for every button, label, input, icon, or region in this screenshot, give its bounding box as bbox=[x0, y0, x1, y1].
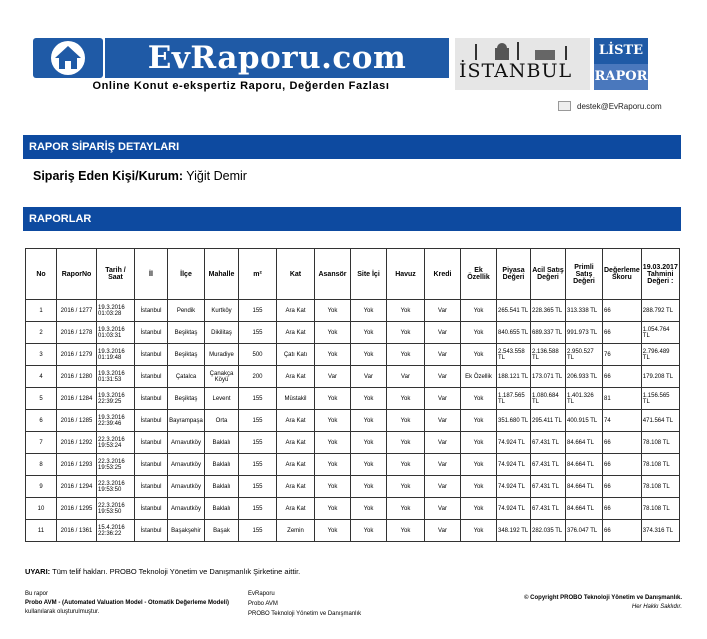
table-cell: 991.973 TL bbox=[566, 322, 603, 344]
table-cell: Başakşehir bbox=[168, 520, 205, 542]
table-cell: 500 bbox=[239, 344, 277, 366]
table-cell: 11 bbox=[26, 520, 57, 542]
table-cell: Ara Kat bbox=[277, 322, 315, 344]
liste-rapor-logo bbox=[594, 38, 648, 90]
table-cell: Yok bbox=[351, 388, 387, 410]
footer-mid-line1: EvRaporu bbox=[248, 591, 275, 597]
column-header: Ek Özellik bbox=[461, 249, 497, 300]
table-row bbox=[26, 520, 680, 542]
table-cell: İstanbul bbox=[135, 388, 168, 410]
table-cell: Var bbox=[425, 300, 461, 322]
table-cell: 67.431 TL bbox=[531, 432, 566, 454]
table-cell: Yok bbox=[387, 388, 425, 410]
footer-middle bbox=[248, 589, 361, 619]
footer-mid-line2: Probo AVM bbox=[248, 601, 278, 607]
envelope-icon bbox=[558, 101, 571, 111]
table-row bbox=[26, 476, 680, 498]
table-cell: 19.3.2016 22:39:25 bbox=[97, 388, 135, 410]
table-cell: Yok bbox=[461, 410, 497, 432]
order-details-header: RAPOR SİPARİŞ DETAYLARI bbox=[23, 135, 681, 159]
table-cell: 22.3.2016 19:53:24 bbox=[97, 432, 135, 454]
table-cell: Pendik bbox=[168, 300, 205, 322]
table-cell: 1.401.326 TL bbox=[566, 388, 603, 410]
table-cell: 2 bbox=[26, 322, 57, 344]
table-cell: Yok bbox=[461, 476, 497, 498]
brand-name: EvRaporu.com bbox=[105, 38, 449, 78]
table-cell: Yok bbox=[315, 388, 351, 410]
table-cell: 19.3.2016 01:03:31 bbox=[97, 322, 135, 344]
orderer-label: Sipariş Eden Kişi/Kurum: bbox=[33, 169, 184, 183]
table-cell: 2016 / 1285 bbox=[57, 410, 97, 432]
table-cell: Arnavutköy bbox=[168, 432, 205, 454]
orderer-line bbox=[33, 169, 247, 183]
column-header: Primli Satış Değeri bbox=[566, 249, 603, 300]
table-cell: Yok bbox=[387, 476, 425, 498]
table-cell: İstanbul bbox=[135, 432, 168, 454]
table-cell: Var bbox=[425, 366, 461, 388]
footer-right-line1: © Copyright PROBO Teknoloji Yönetim ve Danışmanlık. bbox=[524, 595, 682, 601]
table-cell: 2016 / 1293 bbox=[57, 454, 97, 476]
table-cell: 19.3.2016 22:39:46 bbox=[97, 410, 135, 432]
table-cell: Yok bbox=[351, 432, 387, 454]
table-cell: 228.365 TL bbox=[531, 300, 566, 322]
table-cell: Yok bbox=[315, 476, 351, 498]
column-header: 19.03.2017 Tahmini Değeri : bbox=[641, 249, 679, 300]
table-cell: 74.924 TL bbox=[497, 476, 531, 498]
column-header: Piyasa Değeri bbox=[497, 249, 531, 300]
table-cell: Çatalca bbox=[168, 366, 205, 388]
table-cell: İstanbul bbox=[135, 454, 168, 476]
table-cell: Yok bbox=[351, 322, 387, 344]
table-cell: Ara Kat bbox=[277, 300, 315, 322]
table-cell: Çanakça Köyü bbox=[205, 366, 239, 388]
table-cell: Var bbox=[425, 344, 461, 366]
table-cell: Bayrampaşa bbox=[168, 410, 205, 432]
table-cell: Yok bbox=[461, 454, 497, 476]
table-cell: 2016 / 1361 bbox=[57, 520, 97, 542]
table-cell: Yok bbox=[461, 300, 497, 322]
column-header: Değerleme Skoru bbox=[603, 249, 642, 300]
column-header: Tarih / Saat bbox=[97, 249, 135, 300]
column-header: Kat bbox=[277, 249, 315, 300]
table-cell: Var bbox=[425, 410, 461, 432]
table-cell: İstanbul bbox=[135, 476, 168, 498]
table-cell: 179.208 TL bbox=[641, 366, 679, 388]
table-cell: 74 bbox=[603, 410, 642, 432]
table-cell: Yok bbox=[387, 432, 425, 454]
table-cell: 3 bbox=[26, 344, 57, 366]
column-header: İlçe bbox=[168, 249, 205, 300]
table-cell: 9 bbox=[26, 476, 57, 498]
table-cell: 2.796.489 TL bbox=[641, 344, 679, 366]
table-cell: 66 bbox=[603, 366, 642, 388]
evraporu-logo bbox=[33, 38, 449, 94]
istanbul-text: İSTANBUL bbox=[459, 60, 573, 82]
table-cell: 2.950.527 TL bbox=[566, 344, 603, 366]
brand-tagline: Online Konut e-ekspertiz Raporu, Değerden Fazlası bbox=[92, 80, 390, 92]
table-cell: 2016 / 1284 bbox=[57, 388, 97, 410]
footer-mid-line3: PROBO Teknoloji Yönetim ve Danışmanlık bbox=[248, 611, 362, 617]
table-cell: 66 bbox=[603, 322, 642, 344]
table-cell: 19.3.2016 01:03:28 bbox=[97, 300, 135, 322]
table-cell: Ara Kat bbox=[277, 410, 315, 432]
table-cell: Var bbox=[387, 366, 425, 388]
table-cell: Ara Kat bbox=[277, 432, 315, 454]
table-cell: 78.108 TL bbox=[641, 432, 679, 454]
table-cell: Var bbox=[425, 454, 461, 476]
table-row bbox=[26, 322, 680, 344]
footer-left-line1: Bu rapor bbox=[25, 591, 49, 597]
table-cell: Yok bbox=[461, 520, 497, 542]
table-cell: 265.541 TL bbox=[497, 300, 531, 322]
table-cell: Baklalı bbox=[205, 476, 239, 498]
warning-text: Tüm telif hakları. PROBO Teknoloji Yönetim ve Danışmanlık Şirketine aittir. bbox=[52, 567, 301, 576]
table-cell: 10 bbox=[26, 498, 57, 520]
table-cell: Yok bbox=[387, 498, 425, 520]
table-cell: Beşiktaş bbox=[168, 344, 205, 366]
table-cell: 5 bbox=[26, 388, 57, 410]
email-text: destek@EvRaporu.com bbox=[577, 101, 662, 111]
table-cell: Yok bbox=[351, 520, 387, 542]
footer-left-line3: kullanılarak oluşturulmuştur. bbox=[25, 609, 100, 615]
table-cell: Yok bbox=[315, 498, 351, 520]
table-cell: 2016 / 1279 bbox=[57, 344, 97, 366]
table-cell: İstanbul bbox=[135, 366, 168, 388]
table-cell: Yok bbox=[387, 454, 425, 476]
table-cell: Var bbox=[425, 388, 461, 410]
table-cell: Yok bbox=[351, 498, 387, 520]
table-cell: 84.664 TL bbox=[566, 498, 603, 520]
table-cell: Levent bbox=[205, 388, 239, 410]
table-cell: 67.431 TL bbox=[531, 498, 566, 520]
table-cell: Yok bbox=[461, 344, 497, 366]
column-header: Site İçi bbox=[351, 249, 387, 300]
table-cell: 2016 / 1278 bbox=[57, 322, 97, 344]
table-cell: Baklalı bbox=[205, 498, 239, 520]
table-cell: Ek Özellik bbox=[461, 366, 497, 388]
table-cell: 2016 / 1277 bbox=[57, 300, 97, 322]
table-cell: Yok bbox=[351, 344, 387, 366]
table-cell: Var bbox=[425, 476, 461, 498]
table-cell: 1.054.764 TL bbox=[641, 322, 679, 344]
table-cell: 1 bbox=[26, 300, 57, 322]
column-header: RaporNo bbox=[57, 249, 97, 300]
orderer-value: Yiğit Demir bbox=[186, 169, 247, 183]
table-cell: 188.121 TL bbox=[497, 366, 531, 388]
table-cell: Yok bbox=[351, 300, 387, 322]
table-cell: 155 bbox=[239, 300, 277, 322]
table-cell: 282.035 TL bbox=[531, 520, 566, 542]
table-cell: 374.316 TL bbox=[641, 520, 679, 542]
table-cell: İstanbul bbox=[135, 410, 168, 432]
table-cell: 84.664 TL bbox=[566, 476, 603, 498]
table-cell: Yok bbox=[351, 476, 387, 498]
table-cell: Yok bbox=[315, 432, 351, 454]
table-cell: Çatı Katı bbox=[277, 344, 315, 366]
table-cell: Zemin bbox=[277, 520, 315, 542]
table-cell: 19.3.2016 01:19:48 bbox=[97, 344, 135, 366]
table-cell: 288.792 TL bbox=[641, 300, 679, 322]
table-cell: 2.136.588 TL bbox=[531, 344, 566, 366]
table-cell: 74.924 TL bbox=[497, 454, 531, 476]
table-row bbox=[26, 410, 680, 432]
table-cell: 22.3.2016 19:53:50 bbox=[97, 476, 135, 498]
table-cell: 155 bbox=[239, 454, 277, 476]
table-cell: 67.431 TL bbox=[531, 476, 566, 498]
table-cell: Var bbox=[351, 366, 387, 388]
table-cell: 376.047 TL bbox=[566, 520, 603, 542]
table-cell: Yok bbox=[461, 432, 497, 454]
copyright-warning bbox=[25, 567, 300, 576]
rapor-label: RAPOR bbox=[594, 64, 648, 90]
table-cell: 348.192 TL bbox=[497, 520, 531, 542]
table-cell: Başak bbox=[205, 520, 239, 542]
table-cell: Yok bbox=[387, 410, 425, 432]
liste-label: LİSTE bbox=[594, 38, 648, 64]
table-cell: İstanbul bbox=[135, 520, 168, 542]
table-cell: Ara Kat bbox=[277, 498, 315, 520]
table-cell: 840.655 TL bbox=[497, 322, 531, 344]
table-cell: 66 bbox=[603, 520, 642, 542]
table-cell: 7 bbox=[26, 432, 57, 454]
table-cell: 22.3.2016 19:53:50 bbox=[97, 498, 135, 520]
table-cell: 689.337 TL bbox=[531, 322, 566, 344]
table-cell: Yok bbox=[315, 300, 351, 322]
contact-email[interactable] bbox=[558, 101, 662, 111]
footer-right-line2: Her Hakkı Saklıdır. bbox=[631, 604, 682, 610]
table-cell: 313.338 TL bbox=[566, 300, 603, 322]
table-cell: 155 bbox=[239, 476, 277, 498]
table-cell: 78.108 TL bbox=[641, 498, 679, 520]
table-cell: 66 bbox=[603, 498, 642, 520]
table-cell: Ara Kat bbox=[277, 366, 315, 388]
table-cell: 1.187.565 TL bbox=[497, 388, 531, 410]
footer-right bbox=[524, 594, 682, 612]
table-cell: Var bbox=[315, 366, 351, 388]
table-cell: Yok bbox=[387, 344, 425, 366]
table-cell: Baklalı bbox=[205, 454, 239, 476]
table-cell: Yok bbox=[387, 520, 425, 542]
table-cell: Dikilitaş bbox=[205, 322, 239, 344]
table-cell: İstanbul bbox=[135, 322, 168, 344]
table-cell: Arnavutköy bbox=[168, 454, 205, 476]
table-cell: Arnavutköy bbox=[168, 498, 205, 520]
table-cell: 2016 / 1280 bbox=[57, 366, 97, 388]
table-cell: Var bbox=[425, 322, 461, 344]
table-cell: 74.924 TL bbox=[497, 432, 531, 454]
table-cell: 471.564 TL bbox=[641, 410, 679, 432]
column-header: Mahalle bbox=[205, 249, 239, 300]
table-cell: Ara Kat bbox=[277, 476, 315, 498]
table-cell: 173.071 TL bbox=[531, 366, 566, 388]
table-cell: Var bbox=[425, 432, 461, 454]
table-cell: 155 bbox=[239, 388, 277, 410]
column-header: Acil Satış Değeri bbox=[531, 249, 566, 300]
table-cell: 66 bbox=[603, 454, 642, 476]
column-header: Havuz bbox=[387, 249, 425, 300]
table-cell: 400.915 TL bbox=[566, 410, 603, 432]
table-cell: 81 bbox=[603, 388, 642, 410]
table-cell: 1.080.684 TL bbox=[531, 388, 566, 410]
table-cell: 84.664 TL bbox=[566, 454, 603, 476]
column-header: No bbox=[26, 249, 57, 300]
table-cell: 6 bbox=[26, 410, 57, 432]
table-row bbox=[26, 344, 680, 366]
table-cell: Müstakil bbox=[277, 388, 315, 410]
table-cell: 66 bbox=[603, 476, 642, 498]
table-cell: 15.4.2016 22:36:22 bbox=[97, 520, 135, 542]
column-header: İl bbox=[135, 249, 168, 300]
table-cell: Var bbox=[425, 498, 461, 520]
table-cell: 155 bbox=[239, 498, 277, 520]
table-cell: Kurtköy bbox=[205, 300, 239, 322]
table-cell: 200 bbox=[239, 366, 277, 388]
table-cell: 66 bbox=[603, 432, 642, 454]
table-row bbox=[26, 498, 680, 520]
table-cell: İstanbul bbox=[135, 344, 168, 366]
table-cell: Orta bbox=[205, 410, 239, 432]
table-row bbox=[26, 388, 680, 410]
table-cell: 155 bbox=[239, 520, 277, 542]
table-cell: 74.924 TL bbox=[497, 498, 531, 520]
table-cell: 8 bbox=[26, 454, 57, 476]
table-cell: Yok bbox=[461, 388, 497, 410]
istanbul-logo bbox=[455, 38, 590, 90]
table-cell: Yok bbox=[387, 322, 425, 344]
table-row bbox=[26, 366, 680, 388]
table-cell: 84.664 TL bbox=[566, 432, 603, 454]
table-header-row bbox=[26, 249, 680, 300]
table-cell: 78.108 TL bbox=[641, 476, 679, 498]
table-cell: Ara Kat bbox=[277, 454, 315, 476]
table-cell: Yok bbox=[315, 322, 351, 344]
warning-label: UYARI: bbox=[25, 567, 51, 576]
table-cell: Yok bbox=[315, 520, 351, 542]
table-cell: 22.3.2016 19:53:25 bbox=[97, 454, 135, 476]
footer-left bbox=[25, 590, 229, 617]
table-row bbox=[26, 454, 680, 476]
table-cell: 66 bbox=[603, 300, 642, 322]
table-cell: Yok bbox=[351, 410, 387, 432]
table-cell: 351.680 TL bbox=[497, 410, 531, 432]
table-row bbox=[26, 300, 680, 322]
table-cell: 76 bbox=[603, 344, 642, 366]
table-row bbox=[26, 432, 680, 454]
table-cell: 67.431 TL bbox=[531, 454, 566, 476]
house-icon bbox=[33, 38, 103, 78]
reports-table bbox=[25, 248, 680, 542]
table-cell: 155 bbox=[239, 410, 277, 432]
column-header: Asansör bbox=[315, 249, 351, 300]
table-cell: 2.543.558 TL bbox=[497, 344, 531, 366]
table-cell: 78.108 TL bbox=[641, 454, 679, 476]
skyline-icon bbox=[455, 38, 590, 60]
table-cell: Yok bbox=[315, 344, 351, 366]
table-cell: 155 bbox=[239, 432, 277, 454]
table-cell: Yok bbox=[315, 454, 351, 476]
table-cell: Yok bbox=[387, 300, 425, 322]
table-cell: 4 bbox=[26, 366, 57, 388]
table-cell: Muradiye bbox=[205, 344, 239, 366]
table-cell: 206.933 TL bbox=[566, 366, 603, 388]
table-cell: 1.156.565 TL bbox=[641, 388, 679, 410]
table-cell: Beşiktaş bbox=[168, 322, 205, 344]
footer-left-line2: Probo AVM - (Automated Valuation Model - Otomatik Değerleme Modeli) bbox=[25, 600, 230, 606]
table-cell: İstanbul bbox=[135, 300, 168, 322]
table-cell: Yok bbox=[461, 322, 497, 344]
reports-header: RAPORLAR bbox=[23, 207, 681, 231]
table-cell: Yok bbox=[461, 498, 497, 520]
column-header: Kredi bbox=[425, 249, 461, 300]
table-cell: 155 bbox=[239, 322, 277, 344]
table-cell: 2016 / 1294 bbox=[57, 476, 97, 498]
table-cell: Yok bbox=[351, 454, 387, 476]
table-cell: Beşiktaş bbox=[168, 388, 205, 410]
table-cell: 2016 / 1295 bbox=[57, 498, 97, 520]
table-cell: Var bbox=[425, 520, 461, 542]
table-cell: 2016 / 1292 bbox=[57, 432, 97, 454]
column-header: m² bbox=[239, 249, 277, 300]
table-cell: İstanbul bbox=[135, 498, 168, 520]
table-cell: 19.3.2016 01:31:53 bbox=[97, 366, 135, 388]
table-cell: 295.411 TL bbox=[531, 410, 566, 432]
table-cell: Baklalı bbox=[205, 432, 239, 454]
table-cell: Yok bbox=[315, 410, 351, 432]
table-cell: Arnavutköy bbox=[168, 476, 205, 498]
